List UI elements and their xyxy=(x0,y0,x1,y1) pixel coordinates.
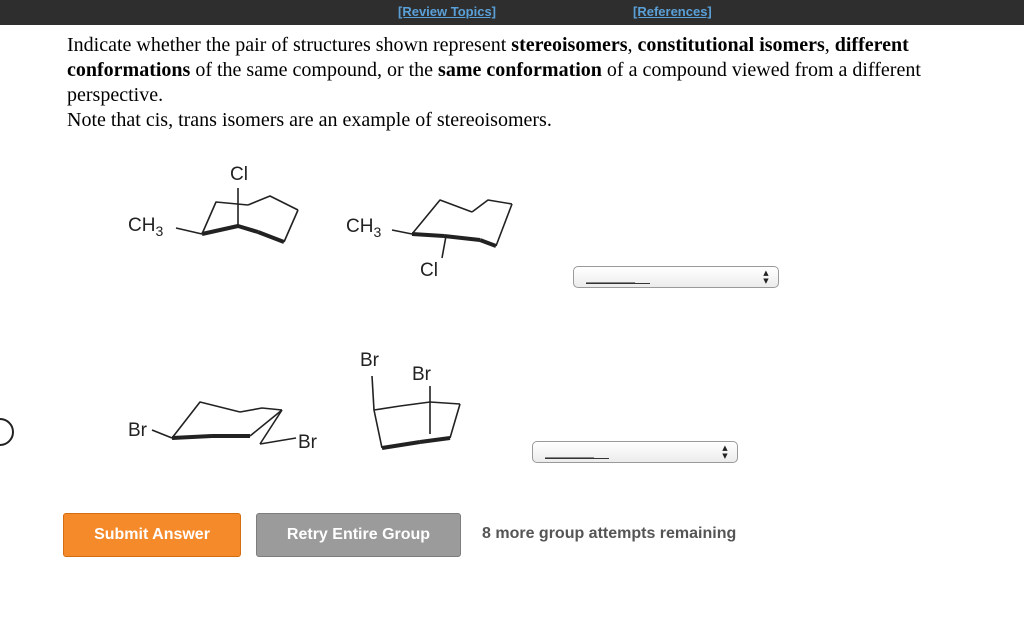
review-topics-link[interactable]: [Review Topics] xyxy=(398,4,497,19)
prompt-term-same-conformation: same conformation xyxy=(438,59,602,81)
prompt-part: , xyxy=(824,34,835,56)
prompt-term-constitutional: constitutional isomers xyxy=(637,34,825,56)
substituent-label: Br xyxy=(128,420,147,441)
submit-answer-button[interactable]: Submit Answer xyxy=(63,513,241,557)
prompt-part: of a compound viewed from a different perspective. xyxy=(67,59,921,106)
references-link[interactable]: [References] xyxy=(633,4,712,19)
substituent-label: Cl xyxy=(230,164,248,185)
prompt-term-stereoisomers: stereoisomers xyxy=(511,34,628,56)
substituent-label: $CH_3$ xyxy=(346,216,382,240)
top-bar xyxy=(0,0,1024,25)
answer-select-1[interactable] xyxy=(573,266,779,288)
substituent-label: Br xyxy=(298,432,317,453)
cyclohexane-chair xyxy=(392,200,512,258)
cyclohexane-chair xyxy=(372,376,460,448)
substituent-label: Br xyxy=(360,350,379,371)
substituent-label: Br xyxy=(412,364,431,385)
select-value: ________ xyxy=(545,449,609,459)
cursor-circle-icon xyxy=(0,418,14,446)
cyclohexane-chair xyxy=(152,402,296,444)
structure-2b xyxy=(350,342,490,462)
retry-entire-group-button[interactable]: Retry Entire Group xyxy=(256,513,461,557)
substituent-label: Cl xyxy=(420,260,438,281)
select-arrows-icon: ▲ ▼ xyxy=(763,269,769,285)
select-arrows-icon: ▲ ▼ xyxy=(722,444,728,460)
answer-select-2[interactable] xyxy=(532,441,738,463)
prompt-part: , xyxy=(627,34,638,56)
cyclohexane-chair xyxy=(176,188,298,242)
structure-1a xyxy=(120,158,320,258)
prompt-part: of the same compound, or the xyxy=(190,59,439,81)
structure-1b xyxy=(338,178,538,288)
structure-2a xyxy=(120,380,330,470)
question-text xyxy=(67,33,997,133)
prompt-part: Indicate whether the pair of structures shown represent xyxy=(67,34,512,56)
attempts-remaining-text: 8 more group attempts remaining xyxy=(482,525,737,542)
question-note: Note that cis, trans isomers are an example of stereoisomers. xyxy=(67,109,552,131)
select-value: ________ xyxy=(586,274,650,284)
question-prompt xyxy=(67,33,997,108)
prompt-term-conformations: different conformations xyxy=(67,34,909,81)
substituent-label: $CH_3$ xyxy=(128,215,164,239)
